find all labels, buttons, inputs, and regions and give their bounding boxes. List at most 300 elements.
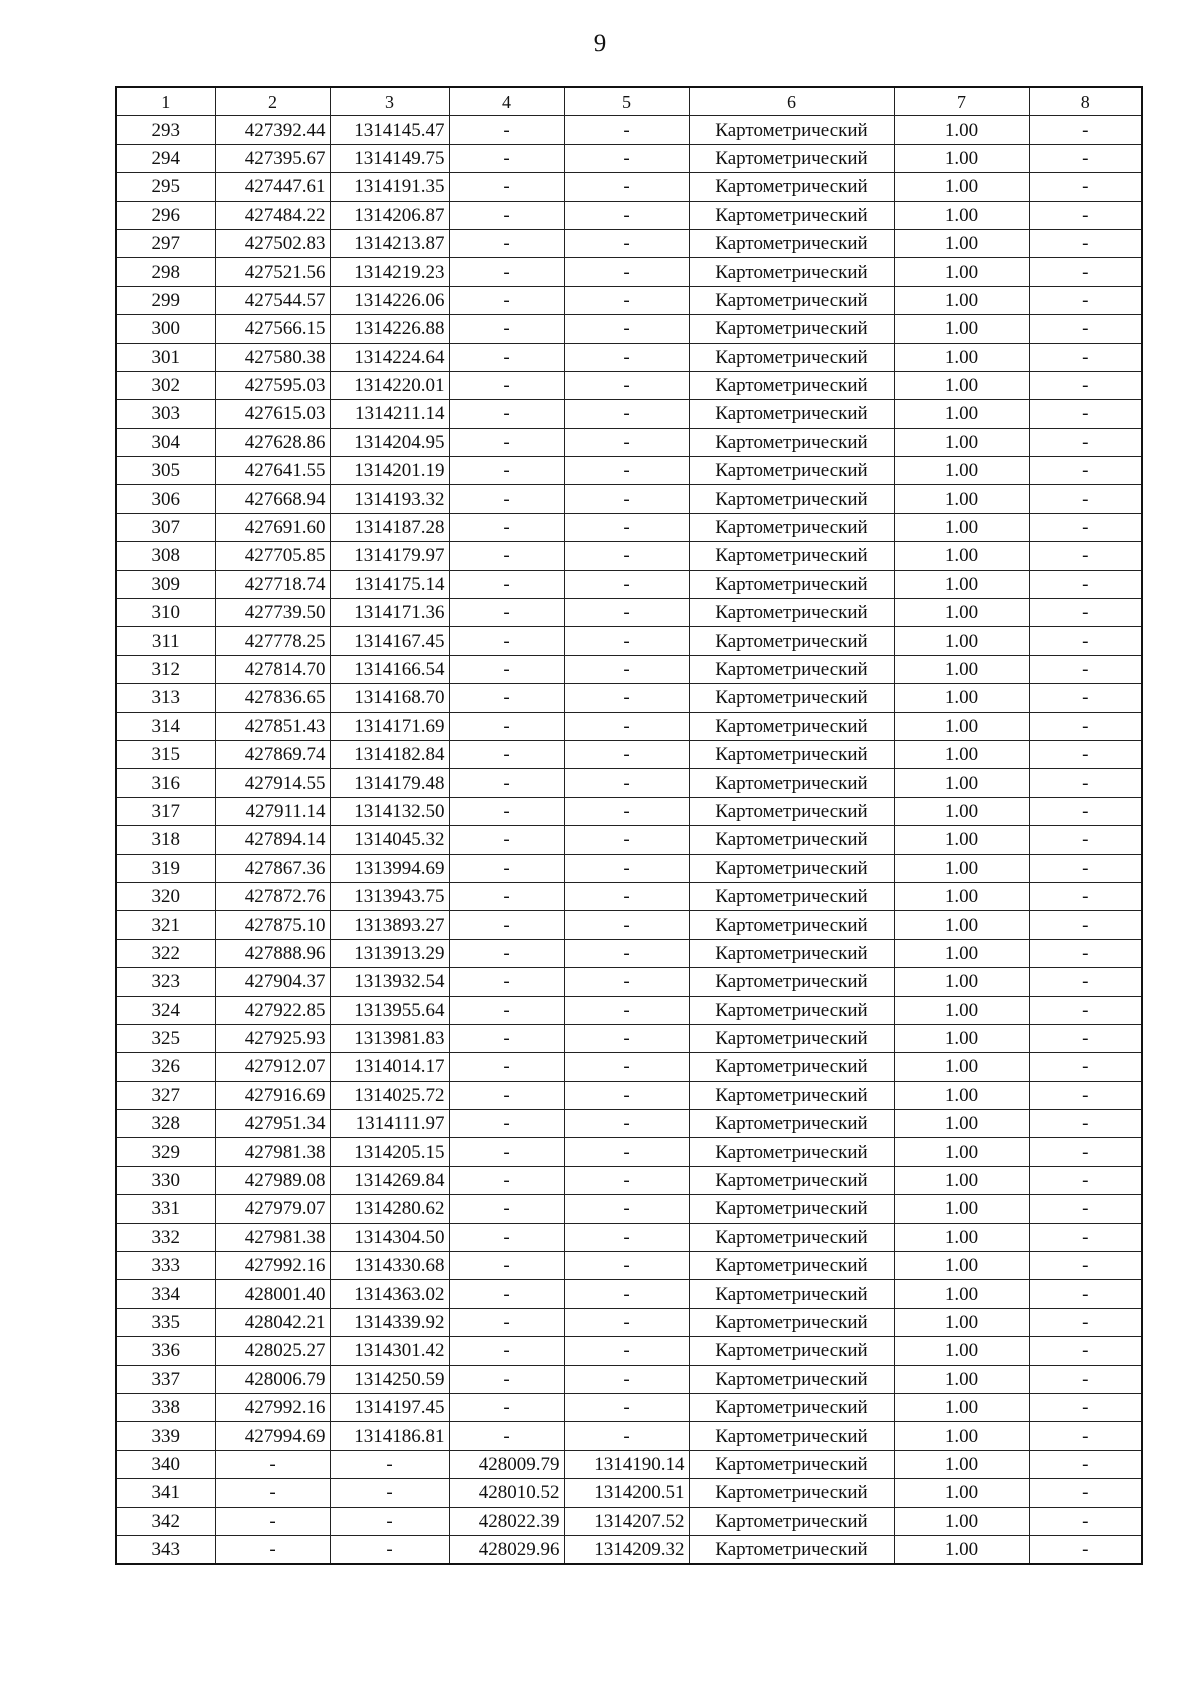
table-row — [116, 1024, 1142, 1052]
table-cell: Картометрический — [689, 1024, 894, 1052]
table-cell: - — [564, 428, 689, 456]
table-row — [116, 144, 1142, 172]
table-cell: 427904.37 — [215, 968, 330, 996]
table-cell: 427951.34 — [215, 1110, 330, 1138]
table-row — [116, 882, 1142, 910]
table-cell: 1.00 — [894, 1422, 1029, 1450]
table-cell: - — [564, 570, 689, 598]
table-cell: Картометрический — [689, 1053, 894, 1081]
table-cell: - — [449, 343, 564, 371]
table-cell: - — [564, 116, 689, 144]
table-cell: - — [564, 315, 689, 343]
table-cell: Картометрический — [689, 1422, 894, 1450]
table-cell: 427392.44 — [215, 116, 330, 144]
table-cell: 427867.36 — [215, 854, 330, 882]
table-cell: - — [449, 854, 564, 882]
table-cell: 1.00 — [894, 1110, 1029, 1138]
table-cell: - — [330, 1535, 449, 1564]
table-cell: - — [564, 343, 689, 371]
table-cell: 1314339.92 — [330, 1308, 449, 1336]
table-cell: - — [1029, 570, 1142, 598]
table-cell: 1.00 — [894, 286, 1029, 314]
table-cell: - — [1029, 769, 1142, 797]
column-header: 4 — [449, 87, 564, 116]
table-cell: 1.00 — [894, 570, 1029, 598]
table-row — [116, 1166, 1142, 1194]
table-row — [116, 769, 1142, 797]
table-cell: Картометрический — [689, 1280, 894, 1308]
table-cell: - — [1029, 286, 1142, 314]
table-cell: - — [564, 258, 689, 286]
table-cell: Картометрический — [689, 1308, 894, 1336]
table-cell: - — [1029, 882, 1142, 910]
table-cell: - — [449, 1393, 564, 1421]
table-row — [116, 1450, 1142, 1478]
table-row — [116, 968, 1142, 996]
table-cell: 427916.69 — [215, 1081, 330, 1109]
table-cell: - — [1029, 684, 1142, 712]
table-cell: - — [1029, 1252, 1142, 1280]
table-cell: 1314167.45 — [330, 627, 449, 655]
table-cell: 427992.16 — [215, 1252, 330, 1280]
table-cell: - — [449, 1252, 564, 1280]
table-cell: 304 — [116, 428, 215, 456]
table-cell: 296 — [116, 201, 215, 229]
table-cell: 341 — [116, 1479, 215, 1507]
table-cell: 1314250.59 — [330, 1365, 449, 1393]
table-cell: 428022.39 — [449, 1507, 564, 1535]
table-cell: Картометрический — [689, 854, 894, 882]
table-cell: - — [564, 1110, 689, 1138]
table-cell: 338 — [116, 1393, 215, 1421]
table-cell: Картометрический — [689, 939, 894, 967]
table-cell: 1314363.02 — [330, 1280, 449, 1308]
table-cell: 1314269.84 — [330, 1166, 449, 1194]
table-cell: 311 — [116, 627, 215, 655]
table-cell: 342 — [116, 1507, 215, 1535]
table-cell: 1.00 — [894, 485, 1029, 513]
table-cell: - — [564, 513, 689, 541]
table-cell: 427691.60 — [215, 513, 330, 541]
table-cell: 1314219.23 — [330, 258, 449, 286]
table-cell: Картометрический — [689, 599, 894, 627]
table-cell: 1.00 — [894, 1166, 1029, 1194]
table-cell: 325 — [116, 1024, 215, 1052]
table-cell: 1.00 — [894, 911, 1029, 939]
table-cell: 428001.40 — [215, 1280, 330, 1308]
table-header-row — [116, 87, 1142, 116]
table-cell: 1314186.81 — [330, 1422, 449, 1450]
table-cell: - — [330, 1479, 449, 1507]
table-row — [116, 1053, 1142, 1081]
table-cell: - — [564, 1337, 689, 1365]
table-cell: 427628.86 — [215, 428, 330, 456]
table-cell: - — [1029, 173, 1142, 201]
table-cell: - — [564, 400, 689, 428]
table-cell: 427888.96 — [215, 939, 330, 967]
table-cell: - — [449, 911, 564, 939]
table-cell: 427447.61 — [215, 173, 330, 201]
table-row — [116, 854, 1142, 882]
table-cell: - — [449, 1223, 564, 1251]
table-cell: 1.00 — [894, 1337, 1029, 1365]
table-row — [116, 797, 1142, 825]
table-cell: 1313893.27 — [330, 911, 449, 939]
table-cell: - — [564, 1393, 689, 1421]
table-cell: - — [564, 542, 689, 570]
table-cell: - — [1029, 1223, 1142, 1251]
table-cell: 314 — [116, 712, 215, 740]
table-cell: 427580.38 — [215, 343, 330, 371]
table-cell: 1314200.51 — [564, 1479, 689, 1507]
table-cell: 313 — [116, 684, 215, 712]
table-cell: - — [1029, 1507, 1142, 1535]
table-cell: - — [449, 1053, 564, 1081]
table-cell: 1314168.70 — [330, 684, 449, 712]
table-cell: - — [449, 1138, 564, 1166]
table-cell: 318 — [116, 826, 215, 854]
table-cell: 1.00 — [894, 1195, 1029, 1223]
table-cell: - — [449, 1308, 564, 1336]
table-row — [116, 740, 1142, 768]
table-cell: Картометрический — [689, 371, 894, 399]
table-cell: 1.00 — [894, 684, 1029, 712]
table-cell: 1.00 — [894, 144, 1029, 172]
table-cell: - — [1029, 1053, 1142, 1081]
table-cell: Картометрический — [689, 1081, 894, 1109]
table-cell: 427912.07 — [215, 1053, 330, 1081]
table-row — [116, 258, 1142, 286]
table-cell: 1314211.14 — [330, 400, 449, 428]
table-cell: 1.00 — [894, 797, 1029, 825]
table-row — [116, 1365, 1142, 1393]
table-cell: Картометрический — [689, 201, 894, 229]
column-header: 3 — [330, 87, 449, 116]
table-row — [116, 627, 1142, 655]
table-cell: - — [1029, 1422, 1142, 1450]
table-cell: - — [1029, 1479, 1142, 1507]
table-cell: 1.00 — [894, 882, 1029, 910]
table-row — [116, 826, 1142, 854]
table-cell: 337 — [116, 1365, 215, 1393]
table-cell: Картометрический — [689, 513, 894, 541]
table-cell: 320 — [116, 882, 215, 910]
table-cell: Картометрический — [689, 116, 894, 144]
table-cell: 1314175.14 — [330, 570, 449, 598]
table-cell: - — [564, 144, 689, 172]
table-cell: 427981.38 — [215, 1138, 330, 1166]
table-cell: 427979.07 — [215, 1195, 330, 1223]
table-cell: 309 — [116, 570, 215, 598]
table-cell: - — [564, 1053, 689, 1081]
table-cell: Картометрический — [689, 882, 894, 910]
table-cell: 1314045.32 — [330, 826, 449, 854]
table-cell: - — [564, 684, 689, 712]
table-cell: 1314166.54 — [330, 655, 449, 683]
table-cell: - — [564, 882, 689, 910]
table-cell: 308 — [116, 542, 215, 570]
table-cell: - — [449, 1081, 564, 1109]
table-cell: Картометрический — [689, 684, 894, 712]
table-cell: - — [1029, 315, 1142, 343]
table-cell: Картометрический — [689, 797, 894, 825]
table-cell: - — [564, 485, 689, 513]
table-cell: 427992.16 — [215, 1393, 330, 1421]
table-row — [116, 1110, 1142, 1138]
table-cell: - — [564, 655, 689, 683]
table-cell: 293 — [116, 116, 215, 144]
table-cell: - — [1029, 1450, 1142, 1478]
table-cell: - — [1029, 627, 1142, 655]
column-header: 1 — [116, 87, 215, 116]
table-cell: - — [1029, 968, 1142, 996]
table-cell: 1.00 — [894, 457, 1029, 485]
table-cell: - — [1029, 400, 1142, 428]
table-cell: - — [449, 513, 564, 541]
table-row — [116, 599, 1142, 627]
table-row — [116, 457, 1142, 485]
table-cell: - — [1029, 740, 1142, 768]
table-cell: - — [564, 1252, 689, 1280]
table-cell: - — [215, 1507, 330, 1535]
table-cell: 323 — [116, 968, 215, 996]
table-cell: 1314213.87 — [330, 229, 449, 257]
table-cell: 295 — [116, 173, 215, 201]
table-cell: - — [564, 173, 689, 201]
table-cell: - — [449, 542, 564, 570]
table-cell: 1314187.28 — [330, 513, 449, 541]
table-cell: 427566.15 — [215, 315, 330, 343]
table-row — [116, 684, 1142, 712]
table-cell: - — [449, 1195, 564, 1223]
table-cell: 305 — [116, 457, 215, 485]
table-cell: - — [564, 1195, 689, 1223]
table-cell: 321 — [116, 911, 215, 939]
table-cell: 428006.79 — [215, 1365, 330, 1393]
table-row — [116, 1507, 1142, 1535]
table-cell: Картометрический — [689, 826, 894, 854]
table-cell: 327 — [116, 1081, 215, 1109]
table-cell: 1.00 — [894, 655, 1029, 683]
column-header: 8 — [1029, 87, 1142, 116]
table-cell: - — [564, 627, 689, 655]
table-cell: 427595.03 — [215, 371, 330, 399]
table-cell: - — [1029, 911, 1142, 939]
table-row — [116, 1479, 1142, 1507]
table-cell: - — [564, 1166, 689, 1194]
table-row — [116, 485, 1142, 513]
table-cell: - — [449, 939, 564, 967]
table-cell: 1.00 — [894, 740, 1029, 768]
table-cell: Картометрический — [689, 428, 894, 456]
table-cell: 1.00 — [894, 1223, 1029, 1251]
table-cell: 1.00 — [894, 599, 1029, 627]
table-cell: 1313994.69 — [330, 854, 449, 882]
table-cell: Картометрический — [689, 712, 894, 740]
table-cell: - — [564, 769, 689, 797]
table-row — [116, 400, 1142, 428]
table-cell: 1.00 — [894, 1535, 1029, 1564]
table-row — [116, 428, 1142, 456]
table-row — [116, 1337, 1142, 1365]
table-cell: Картометрический — [689, 343, 894, 371]
table-cell: - — [449, 712, 564, 740]
table-cell: 1314193.32 — [330, 485, 449, 513]
table-body — [116, 116, 1142, 1564]
table-cell: 427914.55 — [215, 769, 330, 797]
table-row — [116, 1280, 1142, 1308]
table-cell: 1.00 — [894, 258, 1029, 286]
table-cell: - — [449, 116, 564, 144]
table-cell: 301 — [116, 343, 215, 371]
table-cell: - — [564, 1308, 689, 1336]
table-cell: 1.00 — [894, 939, 1029, 967]
table-cell: 312 — [116, 655, 215, 683]
table-cell: - — [449, 457, 564, 485]
table-cell: 335 — [116, 1308, 215, 1336]
table-cell: 1.00 — [894, 1280, 1029, 1308]
table-cell: - — [1029, 1166, 1142, 1194]
table-cell: - — [215, 1479, 330, 1507]
table-cell: 1.00 — [894, 1252, 1029, 1280]
table-cell: 1.00 — [894, 968, 1029, 996]
table-cell: 1.00 — [894, 1053, 1029, 1081]
table-row — [116, 116, 1142, 144]
table-cell: 428029.96 — [449, 1535, 564, 1564]
table-cell: - — [1029, 1365, 1142, 1393]
table-cell: 427869.74 — [215, 740, 330, 768]
table-cell: - — [1029, 343, 1142, 371]
table-cell: 1314171.36 — [330, 599, 449, 627]
table-row — [116, 939, 1142, 967]
table-cell: Картометрический — [689, 1450, 894, 1478]
table-cell: - — [1029, 1195, 1142, 1223]
table-row — [116, 343, 1142, 371]
table-cell: - — [449, 740, 564, 768]
table-cell: 427615.03 — [215, 400, 330, 428]
table-cell: - — [449, 570, 564, 598]
table-cell: - — [449, 201, 564, 229]
table-cell: - — [215, 1535, 330, 1564]
column-header: 6 — [689, 87, 894, 116]
table-cell: 1.00 — [894, 854, 1029, 882]
table-cell: 1313955.64 — [330, 996, 449, 1024]
table-cell: - — [215, 1450, 330, 1478]
table-cell: 1314204.95 — [330, 428, 449, 456]
table-cell: 339 — [116, 1422, 215, 1450]
table-cell: - — [449, 599, 564, 627]
table-cell: 1.00 — [894, 371, 1029, 399]
table-cell: - — [449, 1422, 564, 1450]
table-cell: - — [449, 826, 564, 854]
table-cell: 1314145.47 — [330, 116, 449, 144]
table-cell: - — [1029, 826, 1142, 854]
table-cell: 331 — [116, 1195, 215, 1223]
table-cell: 1314226.06 — [330, 286, 449, 314]
table-row — [116, 286, 1142, 314]
table-row — [116, 655, 1142, 683]
table-cell: - — [564, 1024, 689, 1052]
table-cell: - — [1029, 229, 1142, 257]
table-row — [116, 315, 1142, 343]
table-cell: - — [449, 1280, 564, 1308]
table-cell: - — [1029, 1535, 1142, 1564]
table-cell: 1.00 — [894, 1393, 1029, 1421]
table-cell: - — [564, 826, 689, 854]
table-cell: 322 — [116, 939, 215, 967]
table-row — [116, 229, 1142, 257]
table-cell: 1314301.42 — [330, 1337, 449, 1365]
table-cell: - — [564, 201, 689, 229]
table-cell: 1.00 — [894, 1365, 1029, 1393]
table-cell: - — [1029, 116, 1142, 144]
table-cell: 1.00 — [894, 1450, 1029, 1478]
table-cell: 307 — [116, 513, 215, 541]
table-cell: - — [564, 712, 689, 740]
table-row — [116, 371, 1142, 399]
table-cell: Картометрический — [689, 1365, 894, 1393]
table-cell: 1314224.64 — [330, 343, 449, 371]
table-cell: 428009.79 — [449, 1450, 564, 1478]
page-number: 9 — [593, 30, 607, 57]
table-row — [116, 201, 1142, 229]
table-cell: - — [330, 1507, 449, 1535]
coordinates-table — [115, 86, 1143, 1565]
table-cell: - — [449, 485, 564, 513]
table-cell: - — [564, 1422, 689, 1450]
table-cell: - — [449, 968, 564, 996]
table-cell: - — [564, 797, 689, 825]
table-cell: 1.00 — [894, 1138, 1029, 1166]
table-cell: 303 — [116, 400, 215, 428]
table-cell: - — [449, 797, 564, 825]
table-cell: 427718.74 — [215, 570, 330, 598]
table-cell: 427922.85 — [215, 996, 330, 1024]
table-cell: 427911.14 — [215, 797, 330, 825]
table-cell: 343 — [116, 1535, 215, 1564]
table-cell: - — [449, 996, 564, 1024]
table-cell: Картометрический — [689, 457, 894, 485]
table-cell: 1314111.97 — [330, 1110, 449, 1138]
table-cell: - — [564, 1081, 689, 1109]
table-cell: - — [449, 144, 564, 172]
table-cell: 427641.55 — [215, 457, 330, 485]
table-cell: 1314179.48 — [330, 769, 449, 797]
table-cell: 1.00 — [894, 1479, 1029, 1507]
table-cell: 427502.83 — [215, 229, 330, 257]
table-cell: Картометрический — [689, 286, 894, 314]
table-cell: 427484.22 — [215, 201, 330, 229]
table-cell: Картометрический — [689, 911, 894, 939]
table-cell: 1314280.62 — [330, 1195, 449, 1223]
table-cell: 427981.38 — [215, 1223, 330, 1251]
table-cell: 1.00 — [894, 229, 1029, 257]
table-cell: - — [564, 286, 689, 314]
table-cell: - — [449, 315, 564, 343]
table-cell: 1.00 — [894, 513, 1029, 541]
table-cell: 1314182.84 — [330, 740, 449, 768]
table-cell: 1314330.68 — [330, 1252, 449, 1280]
table-cell: - — [1029, 1024, 1142, 1052]
column-header: 5 — [564, 87, 689, 116]
table-cell: 1314197.45 — [330, 1393, 449, 1421]
table-cell: - — [1029, 1308, 1142, 1336]
table-cell: - — [449, 1337, 564, 1365]
table-row — [116, 1393, 1142, 1421]
table-cell: - — [449, 769, 564, 797]
table-row — [116, 1308, 1142, 1336]
table-cell: 324 — [116, 996, 215, 1024]
